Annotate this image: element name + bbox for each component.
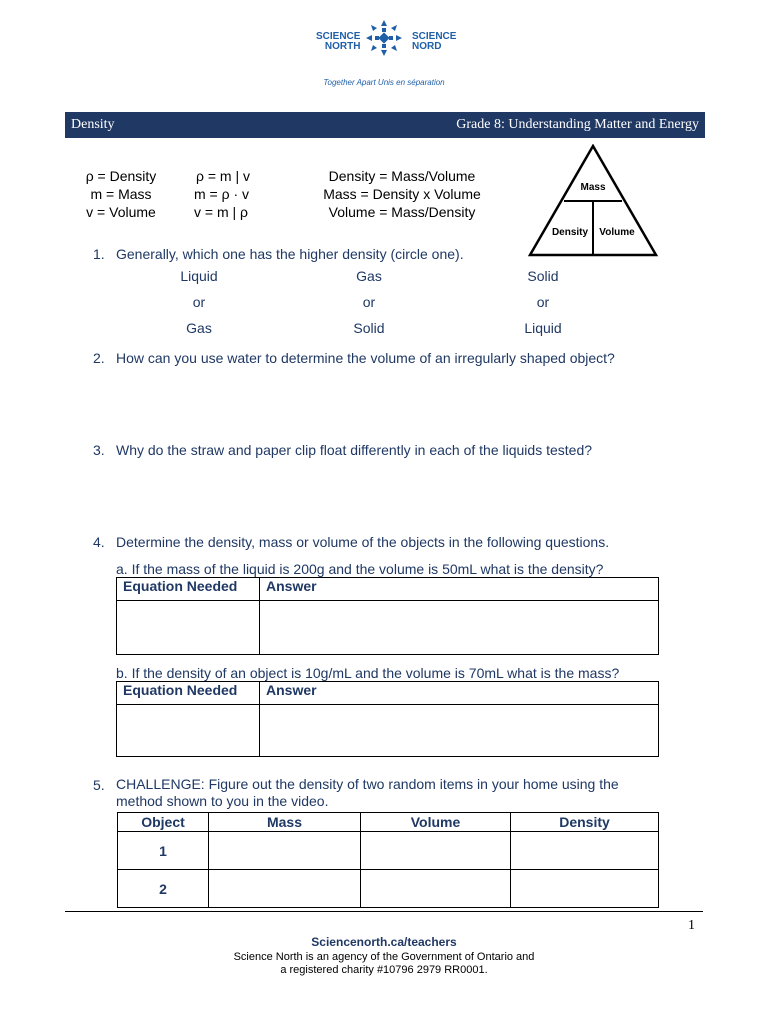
density-cell[interactable] [511,832,659,870]
col-answer-header: Answer [260,682,659,705]
page-number: 1 [688,918,695,933]
title-left: Density [71,117,115,132]
choice-group-1[interactable] [159,263,239,341]
logo-tagline: Together Apart Unis en séparation [323,78,445,87]
logo-right-text [412,32,456,52]
formula-line: ρ = m | v [196,168,250,184]
answer-cell[interactable] [260,601,659,655]
snowflake-logo-icon [363,18,405,58]
question-3-number: 3. [93,442,105,458]
formula-line: m = ρ · v [194,186,250,202]
answer-cell[interactable] [260,705,659,757]
formula-col-definitions [74,167,168,221]
footer-line: a registered charity #10796 2979 RR0001. [280,964,488,976]
col-equation-header: Equation Needed [117,578,260,601]
col-object-header: Object [118,813,209,832]
formula-line: v = Volume [86,204,156,220]
question-5-text [116,776,619,810]
logo-left-line2: NORTH [324,41,361,52]
question-2-number: 2. [93,350,105,366]
choice-option[interactable]: Gas [186,320,212,336]
volume-cell[interactable] [361,870,511,908]
col-mass-header: Mass [209,813,361,832]
question-5-line: CHALLENGE: Figure out the density of two random items in your home using the [116,776,619,792]
choice-option[interactable]: Gas [356,268,382,284]
title-right: Grade 8: Understanding Matter and Energy [456,117,699,132]
question-3-text: Why do the straw and paper clip float differently in each of the liquids tested? [116,442,593,458]
question-4-text: Determine the density, mass or volume of the objects in the following questions. [116,534,610,550]
formula-line: ρ = Density [85,168,157,184]
choice-or: or [536,294,550,310]
question-2-text: How can you use water to determine the volume of an irregularly shaped object? [116,350,615,366]
footer-divider [65,911,703,912]
logo-left-line1: SCIENCE [316,31,361,42]
equation-cell[interactable] [117,601,260,655]
question-5-number: 5. [93,777,105,793]
choice-group-3[interactable] [503,263,583,341]
mass-cell[interactable] [209,832,361,870]
col-volume-header: Volume [361,813,511,832]
choice-group-2[interactable] [329,263,409,341]
footer-url-link[interactable]: Sciencenorth.ca/teachers [311,935,457,949]
question-5-line: method shown to you in the video. [116,793,329,809]
mass-cell[interactable] [209,870,361,908]
question-4a-text: a. If the mass of the liquid is 200g and the volume is 50mL what is the density? [116,561,604,577]
choice-or: or [192,294,206,310]
formula-line: v = m | ρ [194,204,248,220]
choice-option[interactable]: Solid [353,320,385,336]
formula-line: m = Mass [90,186,152,202]
logo [0,14,768,94]
title-bar [65,112,705,138]
equation-cell[interactable] [117,705,260,757]
col-answer-header: Answer [260,578,659,601]
answer-table-4b [116,681,659,757]
density-triangle-diagram [528,144,658,258]
challenge-table [117,812,659,908]
question-1-number: 1. [93,246,105,262]
footer-line: Science North is an agency of the Government of Ontario and [233,951,535,963]
footer-notice [0,951,768,977]
formula-line: Density = Mass/Volume [328,168,476,184]
volume-cell[interactable] [361,832,511,870]
object-number: 1 [118,832,209,870]
logo-right-line2: NORD [412,41,442,52]
choice-option[interactable]: Liquid [524,320,562,336]
logo-left-text [316,32,360,52]
choice-option[interactable]: Solid [527,268,559,284]
object-number: 2 [118,870,209,908]
question-1-text: Generally, which one has the higher density (circle one). [116,246,464,262]
col-density-header: Density [511,813,659,832]
formula-line: Volume = Mass/Density [328,204,476,220]
col-equation-header: Equation Needed [117,682,260,705]
question-4b-text: b. If the density of an object is 10g/mL and the volume is 70mL what is the mass? [116,665,620,681]
density-cell[interactable] [511,870,659,908]
choice-or: or [362,294,376,310]
formula-line: Mass = Density x Volume [323,186,481,202]
triangle-right-label: Volume [599,227,635,238]
answer-table-4a [116,577,659,655]
choice-option[interactable]: Liquid [180,268,218,284]
logo-right-line1: SCIENCE [412,31,457,42]
triangle-top-label: Mass [580,182,606,193]
formula-col-words [306,167,498,221]
triangle-left-label: Density [551,227,589,238]
question-4-number: 4. [93,534,105,550]
formula-col-symbols [194,167,294,221]
